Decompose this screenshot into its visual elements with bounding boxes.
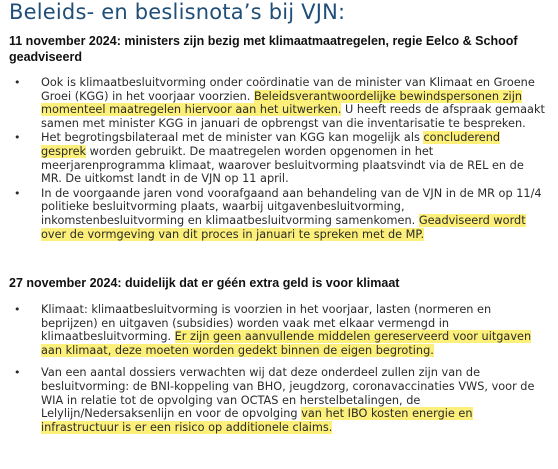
section-2-list [0, 303, 545, 434]
highlighted-text: Er zijn geen aanvullende middelen gereserveerd voor uitgaven aan klimaat, deze moeten worden gedekt binnen de eigen begroting. [41, 330, 532, 357]
list-item [0, 366, 545, 434]
highlighted-text: Geadviseerd wordt over de vormgeving van dit proces in januari te spreken met de MP. [41, 213, 526, 241]
bullet-icon: • [14, 131, 21, 145]
highlighted-text: concluderend gesprek [41, 131, 501, 158]
bullet-icon: • [14, 186, 21, 200]
section-1-list [0, 76, 545, 241]
list-item [0, 187, 545, 241]
bullet-icon: • [14, 303, 21, 316]
item-text: worden gebruikt. De maatregelen worden opgenomen in het meerjarenprogramma klimaat, waarover besluitvorming plaatsvindt via de REL en de MR. De uitkomst landt in de VJN op 11 april. [41, 144, 524, 186]
item-text: Ook is klimaatbesluitvorming onder coördinatie van de minister van Klimaat en Groene Groei (KGG) in het voorjaar voorzien. [41, 76, 535, 103]
bullet-icon: • [14, 366, 21, 380]
item-text: U heeft reeds de afspraak gemaakt samen met minister KGG in januari de opbrengst van die inventarisatie te bespreken. [41, 103, 545, 130]
item-text: Van een aantal dossiers verwachten wij dat deze onderdeel zullen zijn van de besluitvorming: de BNI-koppeling van BHO, jeugdzorg, coronavaccinaties VWS, voor de WIA in relatie tot de opvolging van OCTAS en herstelbetalingen, de Lelylijn/Nedersaksenlijn en voor de opvolging [41, 366, 535, 421]
highlighted-text: van het IBO kosten energie en infrastructuur is er een risico op additionele claims. [41, 407, 473, 434]
section-heading-2: 27 november 2024: duidelijk dat er géén extra geld is voor klimaat [9, 276, 400, 290]
section-heading-1: 11 november 2024: ministers zijn bezig met klimaatmaatregelen, regie Eelco & Schoof geadviseerd [9, 34, 518, 64]
list-item [0, 76, 545, 130]
item-text: In de voorgaande jaren vond voorafgaand aan behandeling van de VJN in de MR op 11/4 politieke besluitvorming plaats, waarbij uitgavenbesluitvorming, inkomstenbesluitvorming en klimaatbesluitvorming samenkomen. [41, 186, 542, 227]
bullet-icon: • [14, 76, 21, 89]
list-item [0, 131, 545, 185]
list-item [0, 303, 545, 357]
page-title: Beleids- en beslisnota’s bij VJN: [9, 0, 346, 24]
item-text: Het begrotingsbilateraal met de minister van KGG kan mogelijk als [41, 131, 424, 145]
highlighted-text: Beleidsverantwoordelijke bewindspersonen zijn momenteel maatregelen hiervoor aan het uitwerken. [41, 89, 522, 117]
item-text: Klimaat: klimaatbesluitvorming is voorzien in het voorjaar, lasten (normeren en beprijzen) en uitgaven (subsidies) worden vaak met elkaar vermengd in klimaatbesluitvorming. [41, 303, 492, 344]
